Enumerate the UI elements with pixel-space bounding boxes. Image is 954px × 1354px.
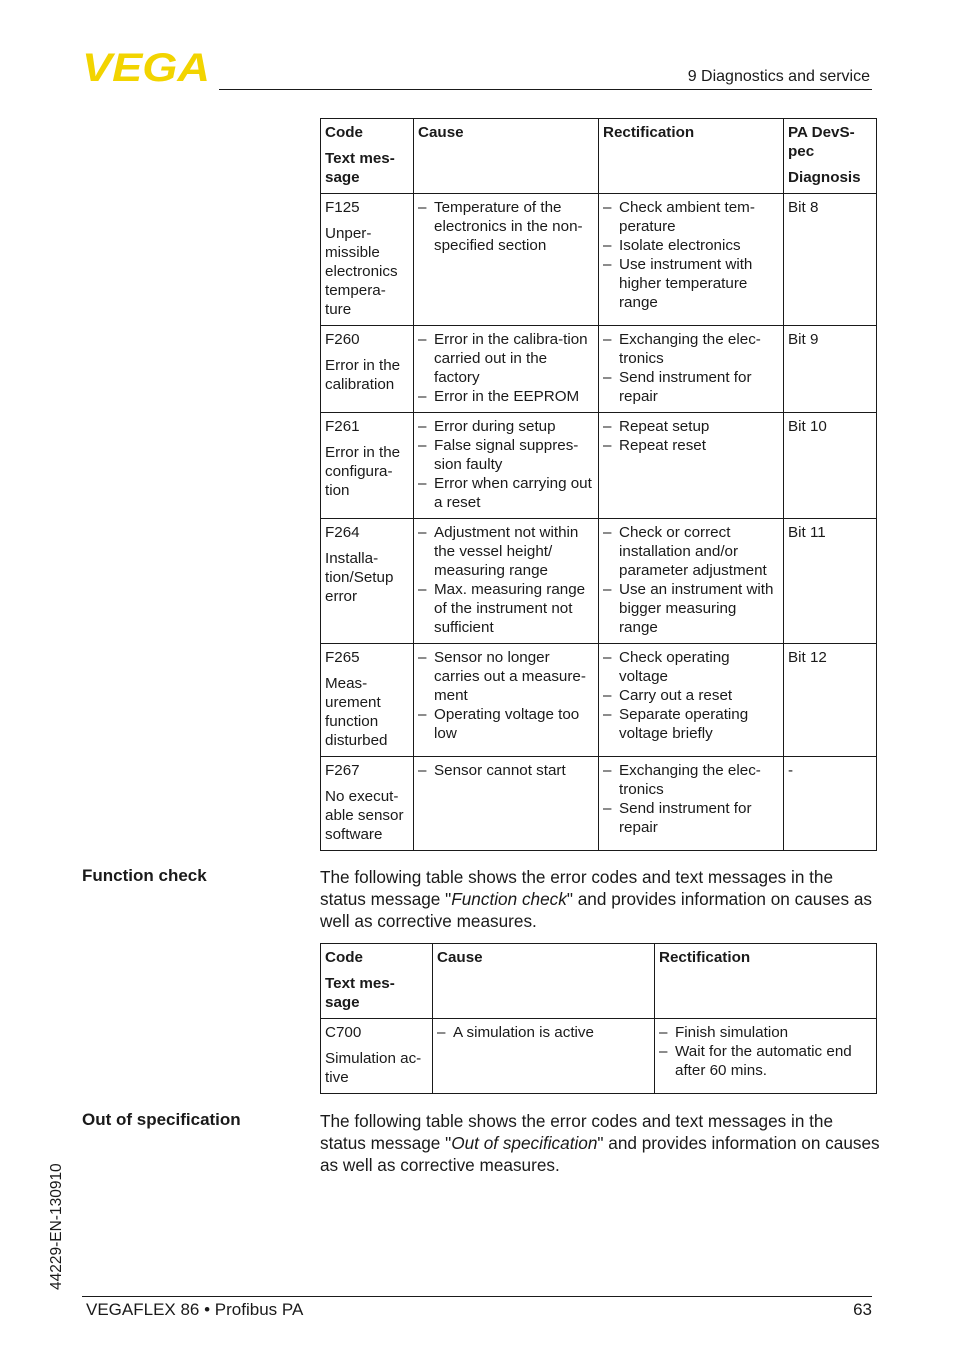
rectification-item: – Exchanging the elec-tronics xyxy=(603,761,778,799)
cause-cell xyxy=(414,194,599,326)
table-row xyxy=(321,644,877,757)
rectification-list xyxy=(603,523,778,637)
rectification-cell xyxy=(599,757,784,851)
table-header-row xyxy=(321,944,877,1019)
document-id: 44229-EN-130910 xyxy=(48,1163,65,1290)
rectification-item: – Separate operating voltage briefly xyxy=(603,705,778,743)
cause-item: – A simulation is active xyxy=(437,1023,649,1042)
table-row xyxy=(321,757,877,851)
code-cell xyxy=(321,757,414,851)
header-cause: Cause xyxy=(433,944,655,1019)
diagnosis-cell: Bit 12 xyxy=(784,644,877,757)
table-row xyxy=(321,1019,877,1094)
cause-cell xyxy=(414,326,599,413)
cause-list xyxy=(437,1023,649,1042)
function-check-para-post: " and provides information on causes as well as corrective measures. xyxy=(320,889,873,931)
text-message: Error in the calibration xyxy=(325,357,401,393)
cause-cell xyxy=(433,1019,655,1094)
header-rectification: Rectification xyxy=(599,119,784,194)
header-pa-devspec: PA DevS- pec xyxy=(788,124,855,160)
text-message: Error in the configura- tion xyxy=(325,444,401,499)
function-check-para-pre: The following table shows the error codes and text messages in the status message " xyxy=(320,867,834,909)
text-message: Installa- tion/Setup error xyxy=(325,550,394,605)
out-of-spec-label: Out of specification xyxy=(82,1110,241,1129)
rectification-item: – Wait for the automatic end after 60 mins. xyxy=(659,1042,871,1080)
rectification-cell xyxy=(599,413,784,519)
rectification-item: – Repeat setup xyxy=(603,417,778,436)
rectification-item: – Finish simulation xyxy=(659,1023,871,1042)
function-check-label: Function check xyxy=(82,866,207,885)
cause-item: – Sensor cannot start xyxy=(418,761,593,780)
cause-item: – Max. measuring range of the instrument not sufficient xyxy=(418,580,593,637)
cause-item: – Temperature of the electronics in the non-specified section xyxy=(418,198,593,255)
cause-item: – Error in the calibra-tion carried out in the factory xyxy=(418,330,593,387)
text-message: Simulation ac- tive xyxy=(325,1050,422,1086)
table-row xyxy=(321,413,877,519)
text-message: Unper- missible electronics tempera- ture xyxy=(325,225,398,318)
header-code-cell xyxy=(321,944,433,1019)
cause-cell xyxy=(414,644,599,757)
text-message: No execut- able sensor software xyxy=(325,788,404,843)
footer-rule xyxy=(82,1296,872,1297)
cause-item: – Operating voltage too low xyxy=(418,705,593,743)
cause-item: – Sensor no longer carries out a measure-ment xyxy=(418,648,593,705)
rectification-list xyxy=(603,417,778,455)
cause-item: – Adjustment not within the vessel height/ measuring range xyxy=(418,523,593,580)
rectification-list xyxy=(659,1023,871,1080)
diagnosis-cell: Bit 10 xyxy=(784,413,877,519)
page-number: 63 xyxy=(853,1300,872,1319)
header-diagnosis: Diagnosis xyxy=(788,169,861,186)
rectification-item: – Use instrument with higher temperature range xyxy=(603,255,778,312)
code-cell xyxy=(321,413,414,519)
header-text-message: Text mes- sage xyxy=(325,975,395,1011)
rectification-cell xyxy=(655,1019,877,1094)
error-code: F260 xyxy=(325,331,360,348)
cause-cell xyxy=(414,757,599,851)
cause-item: – False signal suppres-sion faulty xyxy=(418,436,593,474)
error-code: F265 xyxy=(325,649,360,666)
code-cell xyxy=(321,1019,433,1094)
rectification-item: – Check ambient tem-perature xyxy=(603,198,778,236)
rectification-cell xyxy=(599,194,784,326)
cause-list xyxy=(418,761,593,780)
rectification-list xyxy=(603,330,778,406)
rectification-cell xyxy=(599,519,784,644)
chapter-title: 9 Diagnostics and service xyxy=(687,68,870,85)
code-cell xyxy=(321,644,414,757)
table-row xyxy=(321,194,877,326)
out-of-spec-para-em: Out of specification xyxy=(451,1133,598,1153)
rectification-item: – Exchanging the elec-tronics xyxy=(603,330,778,368)
cause-item: – Error during setup xyxy=(418,417,593,436)
function-check-paragraph xyxy=(320,866,880,932)
failure-table xyxy=(320,118,877,851)
diagnosis-cell: Bit 9 xyxy=(784,326,877,413)
code-cell xyxy=(321,519,414,644)
cause-list xyxy=(418,198,593,255)
vega-logo xyxy=(82,50,212,84)
diagnosis-cell: Bit 8 xyxy=(784,194,877,326)
rectification-item: – Check operating voltage xyxy=(603,648,778,686)
diagnosis-cell: Bit 11 xyxy=(784,519,877,644)
rectification-item: – Repeat reset xyxy=(603,436,778,455)
header-code: Code xyxy=(325,949,363,966)
cause-list xyxy=(418,523,593,637)
rectification-item: – Send instrument for repair xyxy=(603,799,778,837)
cause-list xyxy=(418,417,593,512)
rectification-item: – Check or correct installation and/or parameter adjustment xyxy=(603,523,778,580)
rectification-item: – Isolate electronics xyxy=(603,236,778,255)
out-of-spec-paragraph xyxy=(320,1110,880,1176)
rectification-item: – Use an instrument with bigger measuring range xyxy=(603,580,778,637)
table-row xyxy=(321,519,877,644)
cause-cell xyxy=(414,519,599,644)
cause-list xyxy=(418,648,593,743)
header-cause: Cause xyxy=(414,119,599,194)
header-text-message: Text mes- sage xyxy=(325,150,395,186)
error-code: C700 xyxy=(325,1024,362,1041)
header-rule xyxy=(219,89,872,90)
error-code: F264 xyxy=(325,524,360,541)
out-of-spec-para-post: " and provides information on causes as well as corrective measures. xyxy=(320,1133,880,1175)
table-header-row xyxy=(321,119,877,194)
vega-logo-text: VEGA xyxy=(82,50,210,84)
rectification-item: – Carry out a reset xyxy=(603,686,778,705)
error-code: F267 xyxy=(325,762,360,779)
text-message: Meas- urement function disturbed xyxy=(325,675,388,749)
rectification-item: – Send instrument for repair xyxy=(603,368,778,406)
function-check-para-em: Function check xyxy=(451,889,567,909)
cause-list xyxy=(418,330,593,406)
code-cell xyxy=(321,194,414,326)
header-code: Code xyxy=(325,124,363,141)
error-code: F125 xyxy=(325,199,360,216)
rectification-cell xyxy=(599,644,784,757)
out-of-spec-para-pre: The following table shows the error codes and text messages in the status message " xyxy=(320,1111,834,1153)
header-pa-devspec-cell xyxy=(784,119,877,194)
rectification-list xyxy=(603,648,778,743)
function-check-table xyxy=(320,943,877,1094)
error-code: F261 xyxy=(325,418,360,435)
rectification-list xyxy=(603,198,778,312)
header-rectification: Rectification xyxy=(655,944,877,1019)
cause-item: – Error when carrying out a reset xyxy=(418,474,593,512)
diagnosis-cell: - xyxy=(784,757,877,851)
cause-item: – Error in the EEPROM xyxy=(418,387,593,406)
rectification-list xyxy=(603,761,778,837)
cause-cell xyxy=(414,413,599,519)
rectification-cell xyxy=(599,326,784,413)
footer-product: VEGAFLEX 86 • Profibus PA xyxy=(86,1300,304,1319)
code-cell xyxy=(321,326,414,413)
table-row xyxy=(321,326,877,413)
header-code-cell xyxy=(321,119,414,194)
